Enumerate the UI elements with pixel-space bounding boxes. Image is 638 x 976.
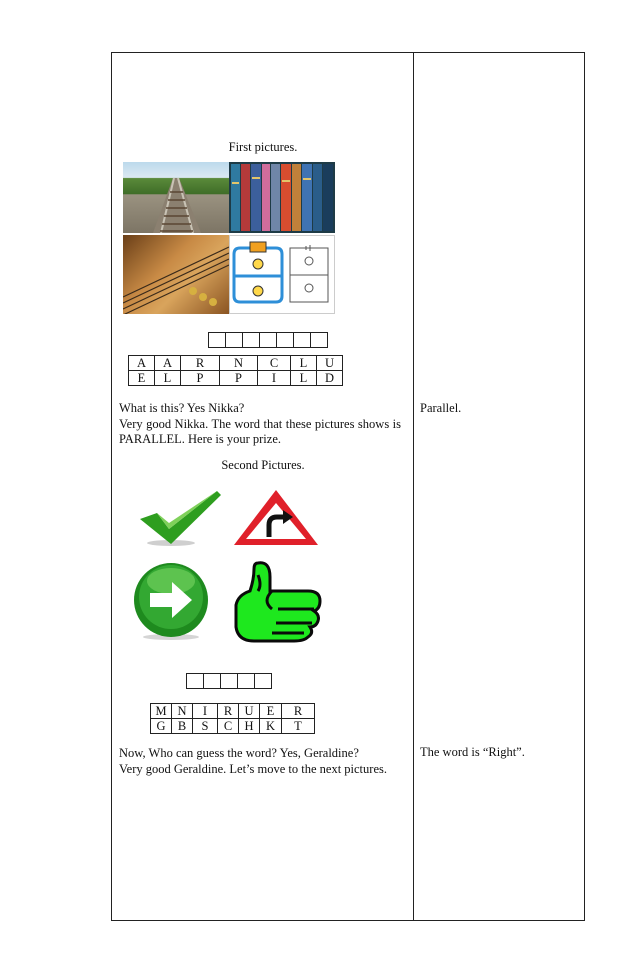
student-response: Parallel. (420, 401, 462, 415)
letter-cell: R (218, 704, 239, 719)
letter-cell: D (317, 371, 343, 386)
letter-cell: P (181, 371, 220, 386)
blank-letter-box (277, 333, 294, 348)
books-image (229, 162, 335, 233)
answer-blank-boxes (208, 332, 328, 348)
dialogue-line: What is this? Yes Nikka? (119, 401, 245, 415)
letter-cell: C (218, 719, 239, 734)
letter-cell: C (258, 356, 291, 371)
letter-cell: N (220, 356, 258, 371)
letter-cell: B (172, 719, 193, 734)
letter-cell: U (317, 356, 343, 371)
letter-grid (150, 703, 315, 734)
second-pictures-heading: Second Pictures. (221, 458, 305, 472)
letter-row (129, 371, 343, 386)
letter-cell: K (260, 719, 282, 734)
parallel-circuit-image (229, 235, 335, 314)
letter-cell: I (193, 704, 218, 719)
student-response: The word is “Right”. (420, 745, 525, 759)
railway-tracks-image (123, 162, 229, 233)
blank-letter-box (187, 674, 204, 689)
blank-letter-box (255, 674, 272, 689)
blank-letter-box (243, 333, 260, 348)
letter-cell: A (129, 356, 155, 371)
letter-cell: R (181, 356, 220, 371)
letter-cell: N (172, 704, 193, 719)
blank-letter-box (204, 674, 221, 689)
letter-cell: L (291, 371, 317, 386)
letter-cell: H (239, 719, 260, 734)
letter-grid (128, 355, 343, 386)
letter-cell: L (291, 356, 317, 371)
teacher-dialogue (119, 746, 401, 777)
guitar-strings-image (123, 235, 229, 314)
check-mark-icon (137, 489, 223, 547)
dialogue-line: Now, Who can guess the word? Yes, Geraldine? (119, 746, 359, 760)
letter-cell: E (260, 704, 282, 719)
letter-cell: I (258, 371, 291, 386)
letter-cell: T (282, 719, 315, 734)
letter-cell: P (220, 371, 258, 386)
answer-blank-boxes (186, 673, 272, 689)
letter-cell: M (151, 704, 172, 719)
teacher-dialogue (119, 401, 401, 448)
blank-letter-box (209, 333, 226, 348)
blank-letter-box (221, 674, 238, 689)
blank-letter-box (238, 674, 255, 689)
letter-cell: R (282, 704, 315, 719)
blank-letter-box (294, 333, 311, 348)
right-turn-sign-icon (231, 487, 321, 548)
right-arrow-icon (130, 561, 212, 641)
letter-row (151, 719, 315, 734)
letter-cell: L (155, 371, 181, 386)
blank-letter-box (311, 333, 328, 348)
dialogue-line: Very good Nikka. The word that these pictures shows is PARALLEL. Here is your prize. (119, 416, 401, 446)
dialogue-line: Very good Geraldine. Let’s move to the next pictures. (119, 761, 387, 776)
letter-cell: S (193, 719, 218, 734)
first-pictures-heading: First pictures. (228, 140, 298, 154)
letter-cell: G (151, 719, 172, 734)
letter-cell: U (239, 704, 260, 719)
letter-cell: A (155, 356, 181, 371)
letter-row (129, 356, 343, 371)
thumbs-up-icon (232, 561, 324, 643)
blank-letter-box (226, 333, 243, 348)
letter-row (151, 704, 315, 719)
column-divider (413, 52, 414, 921)
blank-letter-box (260, 333, 277, 348)
letter-cell: E (129, 371, 155, 386)
